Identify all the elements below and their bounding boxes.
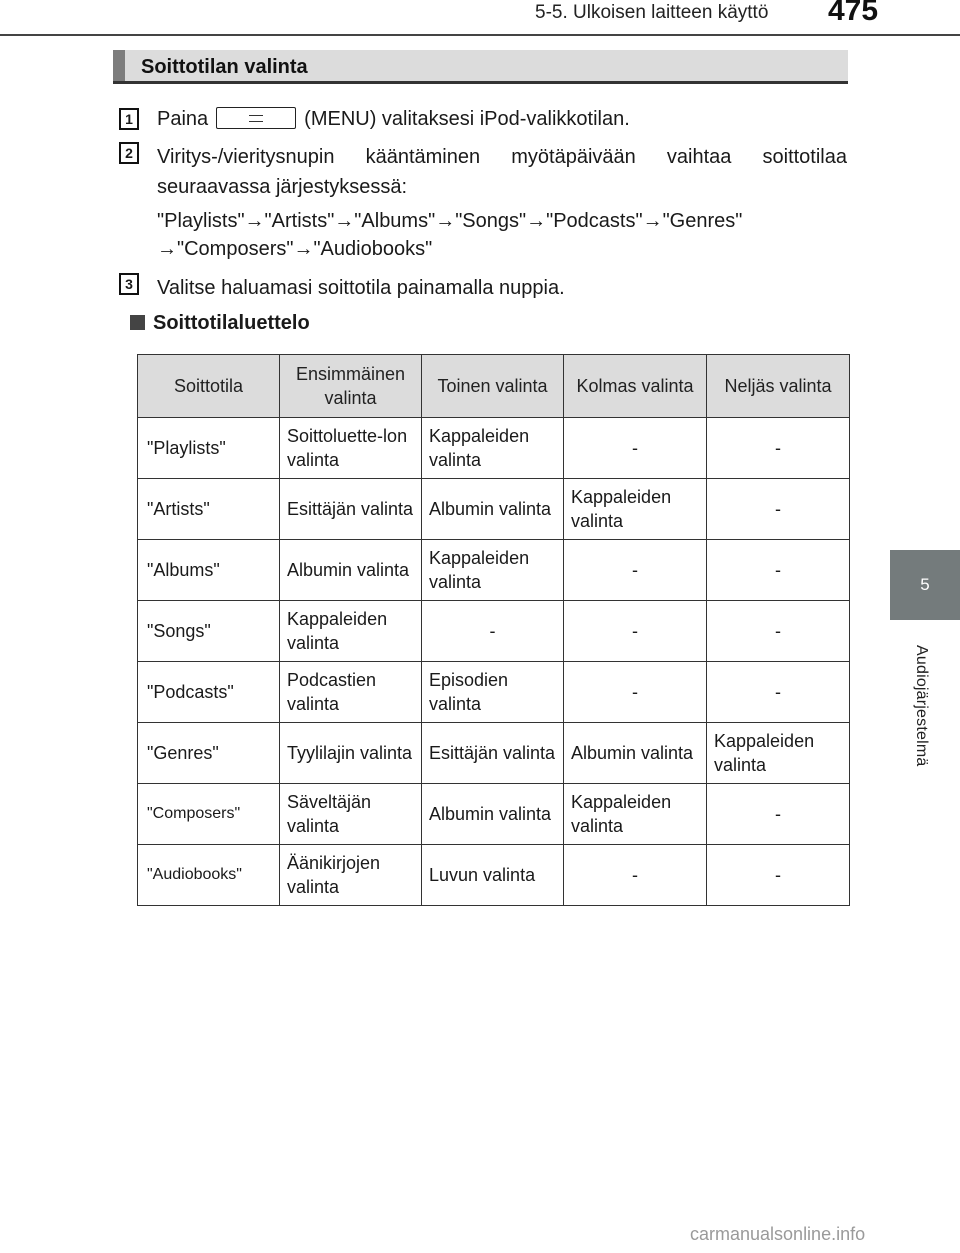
step-1-text-before: Paina [157, 108, 209, 130]
chapter-number: 5 [920, 575, 930, 594]
table-row [138, 723, 850, 784]
chapter-tab [890, 550, 960, 620]
square-bullet-icon [130, 315, 145, 330]
table-cell-mode: "Audiobooks" [138, 845, 280, 906]
table-cell: Kappaleiden valinta [564, 479, 707, 540]
table-cell-mode: "Genres" [138, 723, 280, 784]
table-cell: - [707, 601, 850, 662]
subsection-title: Soittotilaluettelo [153, 312, 310, 334]
table-cell: - [707, 784, 850, 845]
table-row [138, 540, 850, 601]
table-cell: Kappaleiden valinta [422, 418, 564, 479]
table-cell: - [564, 540, 707, 601]
section-header-accent [113, 50, 125, 81]
step-2-number: 2 [119, 142, 139, 164]
table-cell-mode: "Songs" [138, 601, 280, 662]
step-1-number: 1 [119, 108, 139, 130]
table-header-row [138, 355, 850, 418]
table-cell: Kappaleiden valinta [564, 784, 707, 845]
table-cell: Esittäjän valinta [280, 479, 422, 540]
table-cell: Äänikirjojen valinta [280, 845, 422, 906]
column-header-mode: Soittotila [138, 355, 280, 418]
running-header-title: 5-5. Ulkoisen laitteen käyttö [535, 2, 769, 23]
table-cell: Albumin valinta [280, 540, 422, 601]
watermark: carmanualsonline.info [690, 1224, 866, 1244]
table-cell: - [707, 418, 850, 479]
table-cell: - [564, 662, 707, 723]
step-2-line-2: seuraavassa järjestyksessä: [157, 176, 408, 198]
table-cell: Albumin valinta [422, 479, 564, 540]
table-row [138, 479, 850, 540]
table-cell: Tyylilajin valinta [280, 723, 422, 784]
column-header-third: Kolmas valinta [564, 355, 707, 418]
table-cell: - [564, 601, 707, 662]
table-cell: Esittäjän valinta [422, 723, 564, 784]
mode-sequence-line-1: "Playlists"→"Artists"→"Albums"→"Songs"→"Podcasts"→"Genres" [157, 210, 743, 232]
step-3-number: 3 [119, 273, 139, 295]
table-cell: - [707, 540, 850, 601]
table-cell: Kappaleiden valinta [422, 540, 564, 601]
page-number: 475 [828, 0, 879, 27]
column-header-first: Ensimmäinen valinta [280, 355, 422, 418]
table-cell: - [707, 662, 850, 723]
table-cell-mode: "Playlists" [138, 418, 280, 479]
section-title: Soittotilan valinta [141, 56, 308, 78]
table-cell: Soittoluette-lon valinta [280, 418, 422, 479]
step-1-text [157, 104, 847, 134]
table-row [138, 418, 850, 479]
table-cell-mode: "Artists" [138, 479, 280, 540]
table-cell: - [422, 601, 564, 662]
table-row [138, 601, 850, 662]
table-cell: Albumin valinta [422, 784, 564, 845]
column-header-fourth: Neljäs valinta [707, 355, 850, 418]
chapter-label: Audiojärjestelmä [913, 645, 930, 767]
header-divider [0, 34, 960, 36]
table-row [138, 845, 850, 906]
table-cell: - [707, 479, 850, 540]
menu-button-icon [216, 107, 296, 129]
table-cell: - [564, 418, 707, 479]
step-2-line-1: Viritys-/vieritysnupin kääntäminen myötäpäivään vaihtaa soittotilaa [157, 146, 847, 168]
table-cell: Säveltäjän valinta [280, 784, 422, 845]
table-cell: Albumin valinta [564, 723, 707, 784]
subsection-heading [130, 312, 310, 335]
table-cell: - [564, 845, 707, 906]
table-cell-mode: "Composers" [138, 784, 280, 845]
mode-sequence-line-2: →"Composers"→"Audiobooks" [157, 238, 433, 260]
table-cell: - [707, 845, 850, 906]
table-cell: Luvun valinta [422, 845, 564, 906]
table-cell: Podcastien valinta [280, 662, 422, 723]
table-cell-mode: "Podcasts" [138, 662, 280, 723]
table-cell-mode: "Albums" [138, 540, 280, 601]
step-3-text: Valitse haluamasi soittotila painamalla nuppia. [157, 277, 565, 299]
table-row [138, 784, 850, 845]
column-header-second: Toinen valinta [422, 355, 564, 418]
play-mode-table [137, 354, 850, 906]
table-cell: Kappaleiden valinta [280, 601, 422, 662]
step-1-text-after: (MENU) valitaksesi iPod-valikkotilan. [304, 108, 630, 130]
table-cell: Kappaleiden valinta [707, 723, 850, 784]
table-row [138, 662, 850, 723]
section-header [113, 50, 848, 84]
table-cell: Episodien valinta [422, 662, 564, 723]
